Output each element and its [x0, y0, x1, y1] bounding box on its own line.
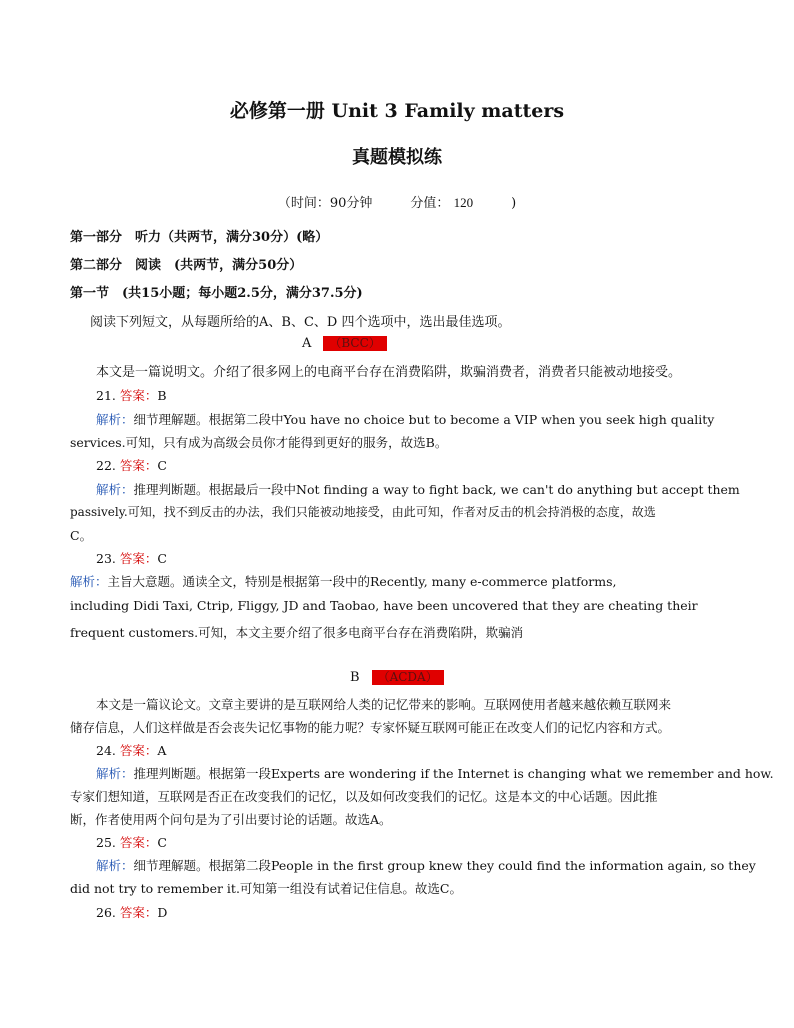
q22-analysis-line2: passively.可知，找不到反击的办法，我们只能被动地接受，由此可知，作者对反击的机会持消极的态度，故选	[70, 505, 656, 519]
instruction-text: 阅读下列短文，从每题所给的A、B、C、D 四个选项中，选出最佳选项。	[90, 315, 511, 330]
q24-analysis-label: 解析：	[96, 766, 134, 781]
section1-heading: 第一节 (共15小题；每小题2.5分，满分37.5分)	[70, 286, 363, 301]
q24-answer-line	[96, 741, 166, 759]
part2-heading: 第二部分 阅读 (共两节，满分50分）	[70, 258, 303, 273]
part1-heading: 第一部分 听力（共两节，满分30分）(略）	[70, 230, 329, 245]
q21-analysis-label: 解析：	[96, 412, 134, 427]
q23-analysis-line1	[70, 572, 616, 590]
q23-answer-line	[96, 549, 167, 567]
score-label: 分值：	[410, 196, 450, 211]
q23-answer: C	[157, 551, 167, 566]
q23-analysis-line2: including Didi Taxi, Ctrip, Fliggy, JD and Taobao, have been uncovered that they are cheating their	[70, 598, 698, 613]
q24-analysis-line1	[96, 764, 774, 782]
q22-answer-label: 答案：	[119, 458, 158, 473]
q21-answer-line	[96, 386, 167, 404]
passage-a-letter: A	[302, 336, 312, 351]
q25-analysis-line1	[96, 856, 756, 874]
passage-b-key: （ACDA）	[372, 670, 444, 685]
q26-answer-line	[96, 903, 167, 921]
q21-answer: B	[157, 388, 167, 403]
q23-analysis-text1: 主旨大意题。通读全文，特别是根据第一段中的Recently, many e-commerce platforms,	[107, 574, 617, 589]
q21-number: 21.	[96, 388, 116, 403]
passage-b-summary-line1: 本文是一篇议论文。文章主要讲的是互联网给人类的记忆带来的影响。互联网使用者越来越依赖互联网来	[96, 697, 672, 712]
q24-analysis-text1: 推理判断题。根据第一段Experts are wondering if the Internet is changing what we remember and how.	[133, 766, 774, 781]
q25-analysis-text1: 细节理解题。根据第二段People in the first group knew they could find the information again, so they	[133, 858, 756, 873]
q25-answer-label: 答案：	[119, 835, 158, 850]
q24-analysis-line2: 专家们想知道，互联网是否正在改变我们的记忆，以及如何改变我们的记忆。这是本文的中心话题。因此推	[70, 789, 658, 804]
q23-number: 23.	[96, 551, 116, 566]
q23-analysis-label: 解析：	[70, 574, 108, 589]
page-title: 必修第一册 Unit 3 Family matters	[229, 100, 565, 122]
q24-answer-label: 答案：	[119, 743, 158, 758]
passage-b-letter: B	[350, 670, 360, 685]
q24-answer: A	[157, 743, 167, 758]
q25-analysis-label: 解析：	[96, 858, 134, 873]
q21-analysis-line2: services.可知，只有成为高级会员你才能得到更好的服务，故选B。	[70, 435, 448, 450]
q24-analysis-line3: 断，作者使用两个问句是为了引出要讨论的话题。故选A。	[70, 812, 392, 827]
close-paren: )	[511, 196, 517, 211]
q22-answer-line	[96, 456, 167, 474]
score-value: 120	[453, 195, 474, 210]
q25-analysis-line2: did not try to remember it.可知第一组没有试着记住信息。故选C。	[70, 881, 462, 896]
q26-answer-label: 答案：	[119, 905, 158, 920]
q22-number: 22.	[96, 458, 116, 473]
q26-number: 26.	[96, 905, 116, 920]
q23-analysis-line3: frequent customers.可知，本文主要介绍了很多电商平台存在消费陷阱，欺骗消	[70, 625, 524, 640]
passage-a-heading	[302, 336, 387, 351]
q22-analysis-text1: 推理判断题。根据最后一段中Not finding a way to fight back, we can't do anything but accept them	[133, 482, 740, 497]
q25-answer: C	[157, 835, 167, 850]
page-subtitle: 真题模拟练	[352, 147, 442, 168]
q24-number: 24.	[96, 743, 116, 758]
q26-answer: D	[157, 905, 168, 920]
passage-a-summary: 本文是一篇说明文。介绍了很多网上的电商平台存在消费陷阱，欺骗消费者，消费者只能被动地接受。	[96, 365, 682, 380]
passage-b-summary-line2: 储存信息，人们这样做是否会丧失记忆事物的能力呢？专家怀疑互联网可能正在改变人们的记忆内容和方式。	[70, 720, 671, 735]
q25-answer-line	[96, 833, 167, 851]
q21-answer-label: 答案：	[119, 388, 158, 403]
exam-info	[0, 192, 794, 211]
q22-analysis-line1	[96, 480, 740, 498]
q21-analysis-line1	[96, 410, 714, 428]
time-label: （时间：90分钟	[277, 196, 373, 211]
q22-answer: C	[157, 458, 167, 473]
q22-analysis-line3: C。	[70, 528, 93, 543]
passage-b-heading	[350, 670, 444, 685]
q21-analysis-text1: 细节理解题。根据第二段中You have no choice but to become a VIP when you seek high quality	[133, 412, 715, 427]
q22-analysis-label: 解析：	[96, 482, 134, 497]
q23-answer-label: 答案：	[119, 551, 158, 566]
passage-a-key: （BCC）	[323, 336, 386, 351]
q25-number: 25.	[96, 835, 116, 850]
